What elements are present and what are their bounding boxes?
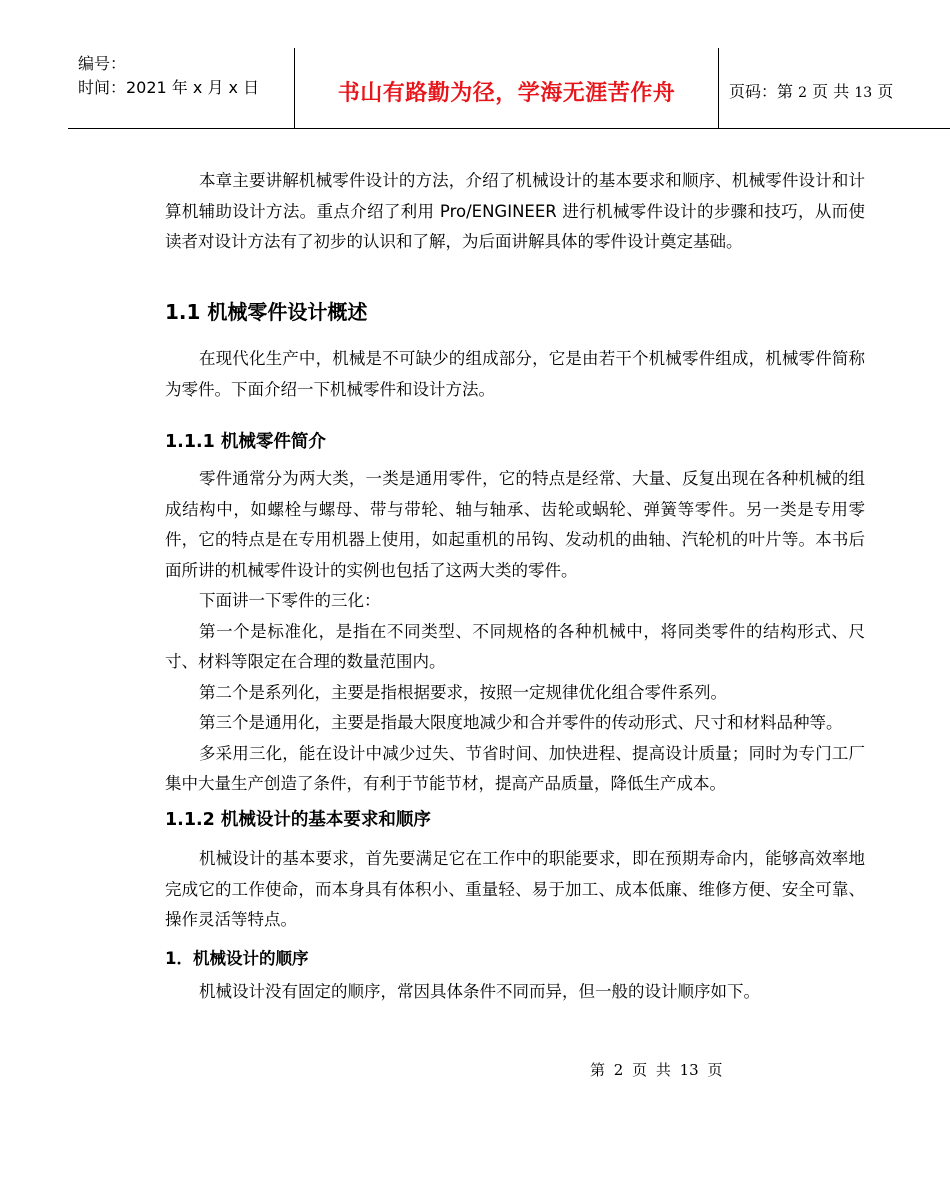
page-middle: 页 共 <box>812 82 850 101</box>
section-1-1-1-heading: 1.1.1 机械零件简介 <box>165 432 326 452</box>
document-number-label: 编号： <box>78 54 127 73</box>
section-1-1-1-paragraph-4: 第二个是系列化，主要是指根据要求，按照一定规律优化组合零件系列。 <box>199 682 727 702</box>
section-1-1-heading: 1.1 机械零件设计概述 <box>165 300 368 324</box>
page-header <box>68 48 950 129</box>
section-1-1-paragraph: 在现代化生产中，机械是不可缺少的组成部分，它是由若干个机械零件组成，机械零件简称为零件。下面介绍一下机械零件和设计方法。 <box>165 349 865 399</box>
section-1-1-block <box>165 344 865 405</box>
section-1-1-1-paragraph-1: 零件通常分为两大类，一类是通用零件，它的特点是经常、大量、反复出现在各种机械的组成结构中，如螺栓与螺母、带与带轮、轴与轴承、齿轮或蜗轮、弹簧等零件。另一类是专用零件，它的特点是在专用机器上使用，如起重机的吊钩、发动机的曲轴、汽轮机的叶片等。本书后面所讲的机械零件设计的实例也包括了这两大类的零件。 <box>165 469 865 580</box>
header-meta <box>78 52 259 100</box>
section-1-1-2-paragraph: 机械设计的基本要求，首先要满足它在工作中的职能要求，即在预期寿命内，能够高效率地完成它的工作使命，而本身具有体积小、重量轻、易于加工、成本低廉、维修方便、安全可靠、操作灵活等特点。 <box>165 849 865 929</box>
section-1-1-1-paragraph-5: 第三个是通用化，主要是指最大限度地减少和合并零件的传动形式、尺寸和材料品种等。 <box>199 713 843 732</box>
section-1-1-1-paragraph-2: 下面讲一下零件的三化： <box>199 591 381 610</box>
intro-block <box>165 166 865 258</box>
subsection-1-heading: 1．机械设计的顺序 <box>165 949 309 968</box>
subsection-1-paragraph: 机械设计没有固定的顺序，常因具体条件不同而异，但一般的设计顺序如下。 <box>199 982 760 1001</box>
page-footer: 第 2 页 共 13 页 <box>590 1061 723 1079</box>
document-time-label: 时间：2021 年 x 月 x 日 <box>78 78 260 97</box>
page-prefix: 页码：第 <box>729 82 794 101</box>
header-divider-right <box>718 48 719 128</box>
header-motto: 书山有路勤为径，学海无涯苦作舟 <box>337 81 676 106</box>
header-page-indicator <box>729 79 893 102</box>
section-1-1-2-block <box>165 844 865 936</box>
section-1-1-1-paragraph-6: 多采用三化，能在设计中减少过失、节省时间、加快进程、提高设计质量；同时为专门工厂集中大量生产创造了条件，有利于节能节材，提高产品质量，降低生产成本。 <box>165 743 865 793</box>
page-current: 2 <box>798 85 808 101</box>
subsection-1-block <box>165 977 865 1008</box>
page-suffix: 页 <box>877 82 894 101</box>
page-total: 13 <box>854 85 873 101</box>
intro-paragraph: 本章主要讲解机械零件设计的方法，介绍了机械设计的基本要求和顺序、机械零件设计和计算机辅助设计方法。重点介绍了利用 Pro/ENGINEER 进行机械零件设计的步骤和技巧，从而使读者对设计方法有了初步的认识和了解，为后面讲解具体的零件设计奠定基础。 <box>165 171 865 251</box>
section-1-1-1-block <box>165 464 865 800</box>
section-1-1-1-paragraph-3: 第一个是标准化，是指在不同类型、不同规格的各种机械中，将同类零件的结构形式、尺寸、材料等限定在合理的数量范围内。 <box>165 621 865 671</box>
section-1-1-2-heading: 1.1.2 机械设计的基本要求和顺序 <box>165 810 431 830</box>
